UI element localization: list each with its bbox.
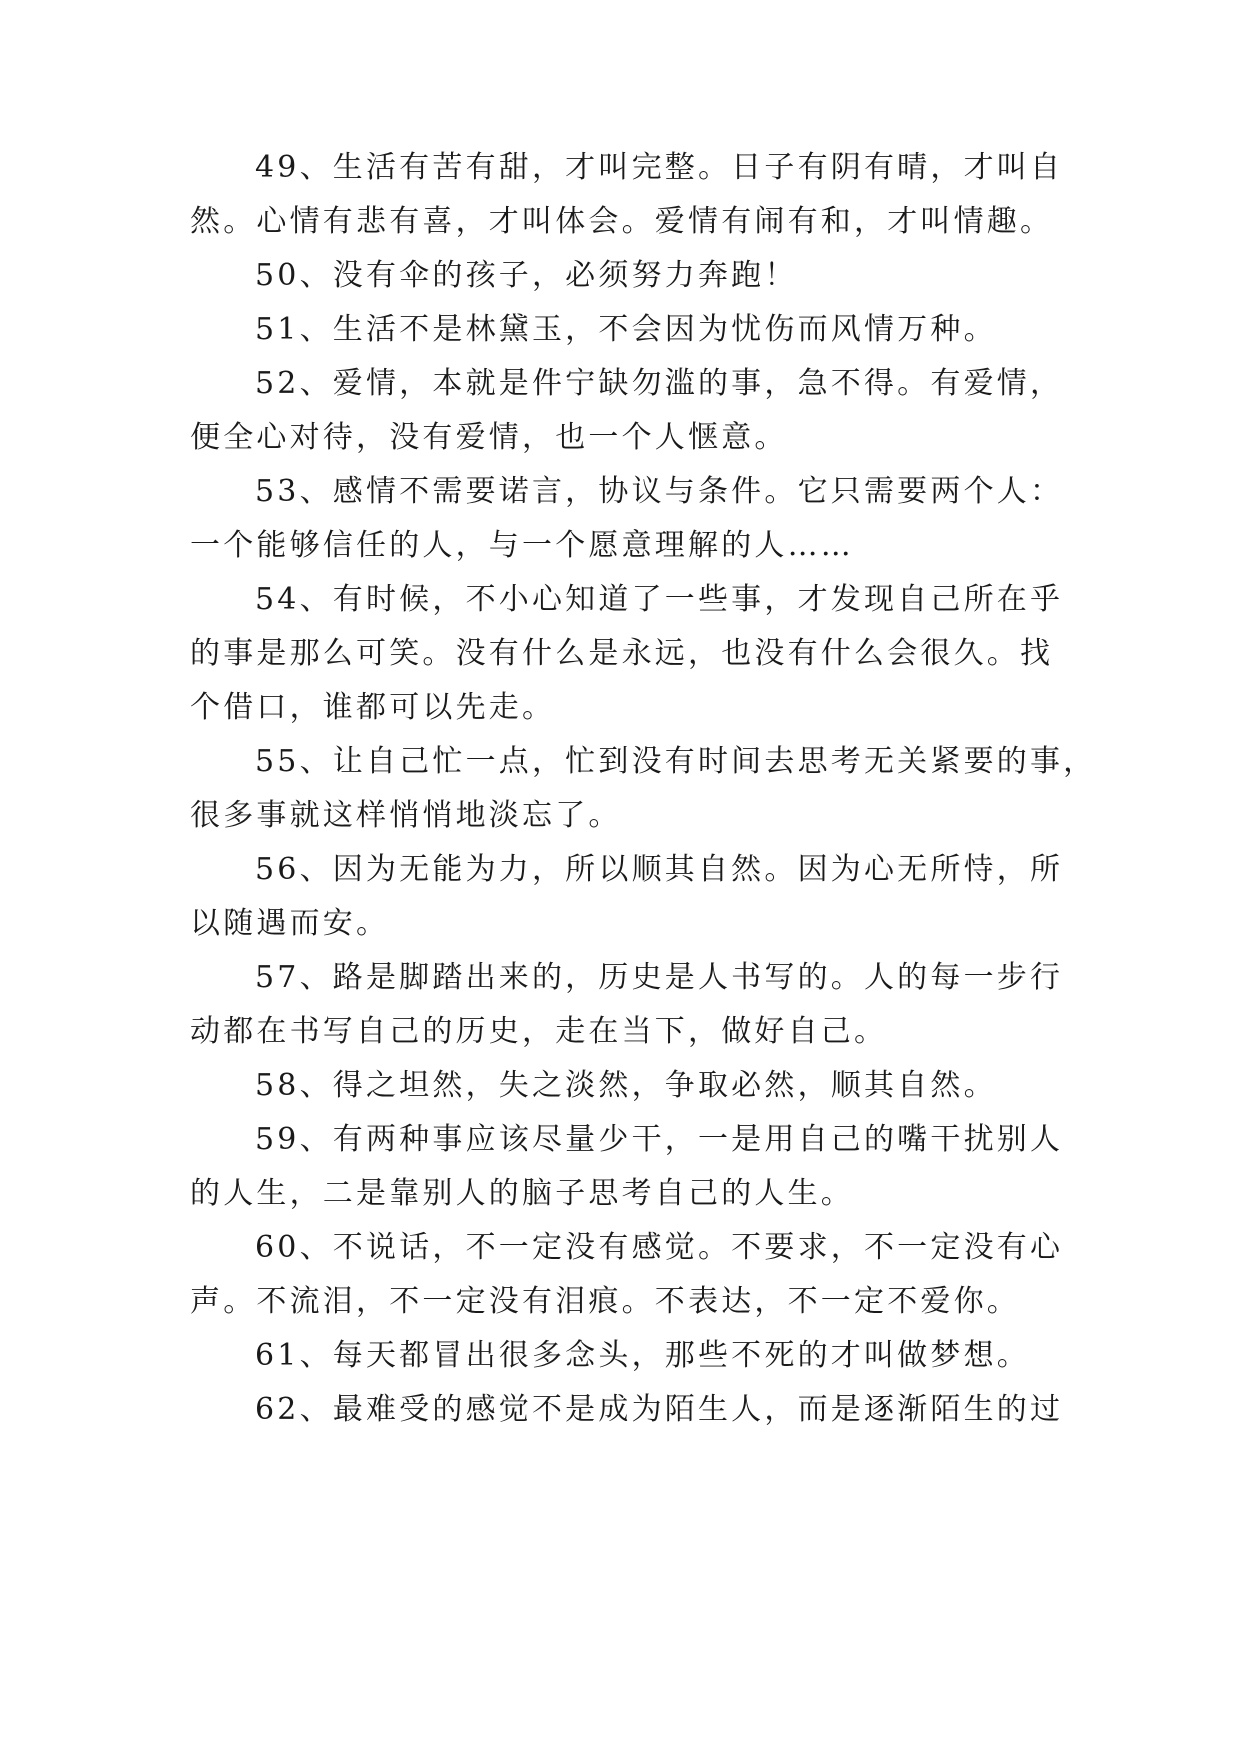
paragraph-56-line-1: 56、因为无能为力，所以顺其自然。因为心无所恃，所 xyxy=(255,852,1064,887)
paragraph-49-line-2: 然。心情有悲有喜，才叫体会。爱情有闹有和，才叫情趣。 xyxy=(190,204,1054,239)
paragraph-52-line-2: 便全心对待，没有爱情，也一个人惬意。 xyxy=(190,420,788,455)
paragraph-54-line-2: 的事是那么可笑。没有什么是永远，也没有什么会很久。找 xyxy=(190,636,1054,671)
paragraph-54-line-3: 个借口，谁都可以先走。 xyxy=(190,690,556,725)
paragraph-56-line-2: 以随遇而安。 xyxy=(190,906,390,941)
paragraph-53-line-2: 一个能够信任的人，与一个愿意理解的人…… xyxy=(190,528,854,563)
paragraph-62-line-1: 62、最难受的感觉不是成为陌生人，而是逐渐陌生的过 xyxy=(255,1392,1064,1427)
paragraph-55-line-2: 很多事就这样悄悄地淡忘了。 xyxy=(190,798,622,833)
paragraph-57-line-2: 动都在书写自己的历史，走在当下，做好自己。 xyxy=(190,1014,888,1049)
paragraph-54-line-1: 54、有时候，不小心知道了一些事，才发现自己所在乎 xyxy=(255,582,1064,617)
paragraph-59-line-2: 的人生，二是靠别人的脑子思考自己的人生。 xyxy=(190,1176,854,1211)
paragraph-53-line-1: 53、感情不需要诺言，协议与条件。它只需要两个人： xyxy=(255,474,1064,509)
paragraph-57-line-1: 57、路是脚踏出来的，历史是人书写的。人的每一步行 xyxy=(255,960,1064,995)
paragraph-49-line-1: 49、生活有苦有甜，才叫完整。日子有阴有晴，才叫自 xyxy=(255,150,1064,185)
paragraph-50-line-1: 50、没有伞的孩子，必须努力奔跑！ xyxy=(255,258,798,293)
paragraph-60-line-1: 60、不说话，不一定没有感觉。不要求，不一定没有心 xyxy=(255,1230,1064,1265)
paragraph-52-line-1: 52、爱情，本就是件宁缺勿滥的事，急不得。有爱情， xyxy=(255,366,1064,401)
paragraph-60-line-2: 声。不流泪，不一定没有泪痕。不表达，不一定不爱你。 xyxy=(190,1284,1020,1319)
paragraph-61-line-1: 61、每天都冒出很多念头，那些不死的才叫做梦想。 xyxy=(255,1338,1030,1373)
paragraph-55-line-1: 55、让自己忙一点，忙到没有时间去思考无关紧要的事， xyxy=(255,744,1097,779)
paragraph-51-line-1: 51、生活不是林黛玉，不会因为忧伤而风情万种。 xyxy=(255,312,997,347)
paragraph-59-line-1: 59、有两种事应该尽量少干，一是用自己的嘴干扰别人 xyxy=(255,1122,1064,1157)
paragraph-58-line-1: 58、得之坦然，失之淡然，争取必然，顺其自然。 xyxy=(255,1068,997,1103)
